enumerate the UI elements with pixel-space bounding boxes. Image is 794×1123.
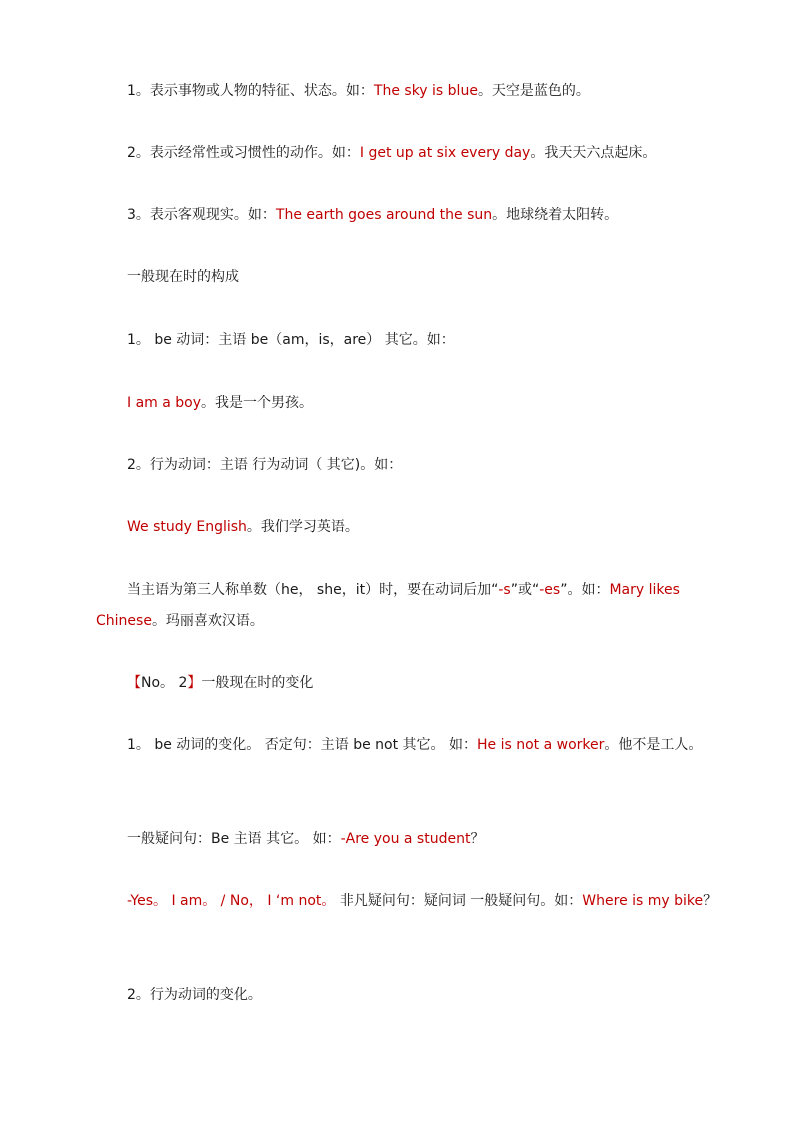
text-run: 一般现在时的变化 <box>201 675 314 691</box>
section-heading-no2 <box>96 668 718 699</box>
paragraph-general-question <box>96 824 718 855</box>
example-sentence: I am a boy <box>127 395 202 411</box>
bracket-open: 【 <box>127 675 141 691</box>
paragraph-usage-3 <box>96 200 718 231</box>
text-run: 1。 be 动词的变化。 否定句：主语 be not 其它。 如： <box>127 737 477 753</box>
paragraph-be-negative <box>96 730 718 761</box>
text-run: 。他不是工人。 <box>604 737 703 753</box>
bracket-close: 】 <box>187 675 202 691</box>
text-run: 1。表示事物或人物的特征、状态。如： <box>127 83 374 99</box>
text-run: 。我们学习英语。 <box>246 519 359 535</box>
text-run: 。地球绕着太阳转。 <box>492 207 619 223</box>
example-sentence: -Are you a student <box>340 831 471 847</box>
paragraph-third-person <box>96 575 718 637</box>
example-sentence: The earth goes around the sun <box>275 207 493 223</box>
paragraph-be-example <box>96 388 718 419</box>
example-sentence: He is not a worker <box>477 737 605 753</box>
text-run: No。 2 <box>141 675 188 691</box>
paragraph-be-verb <box>96 325 718 356</box>
example-sentence: I get up at six every day <box>359 145 531 161</box>
paragraph-special-question <box>96 886 718 917</box>
example-answer: -Yes。 I am。 / No， I ‘m not。 <box>127 893 336 909</box>
example-sentence: Where is my bike <box>582 893 704 909</box>
paragraph-action-example <box>96 512 718 543</box>
example-sentence: We study English <box>127 519 247 535</box>
text-run: 2。行为动词的变化。 <box>127 987 262 1003</box>
example-sentence: The sky is blue <box>373 83 478 99</box>
text-run: ？ <box>470 831 485 847</box>
text-run: 一般现在时的构成 <box>127 269 239 285</box>
text-run: 当主语为第三人称单数（he， she，it）时，要在动词后加“ <box>127 582 499 598</box>
text-run: 。我是一个男孩。 <box>201 395 314 411</box>
text-run: ”。如： <box>560 582 610 598</box>
text-run: ”或“ <box>510 582 540 598</box>
text-run: 2。表示经常性或习惯性的动作。如： <box>127 145 360 161</box>
example-sentence: Mary likes Chinese <box>96 582 680 629</box>
text-run: 。玛丽喜欢汉语。 <box>151 613 264 629</box>
paragraph-usage-1 <box>96 76 718 107</box>
text-run: 。天空是蓝色的。 <box>477 83 590 99</box>
text-run: 3。表示客观现实。如： <box>127 207 276 223</box>
section-heading-structure <box>96 262 718 293</box>
suffix-s: -s <box>498 582 511 598</box>
suffix-es: -es <box>539 582 561 598</box>
paragraph-action-verb <box>96 450 718 481</box>
paragraph-action-verb-change <box>96 980 718 1011</box>
text-run: 2。行为动词：主语 行为动词（ 其它)。如： <box>127 457 403 473</box>
text-run: 1。 be 动词：主语 be（am，is，are） 其它。如： <box>127 332 455 348</box>
text-run: ？ <box>703 893 718 909</box>
text-run: 。我天天六点起床。 <box>530 145 657 161</box>
paragraph-usage-2 <box>96 138 718 169</box>
text-run: 非凡疑问句：疑问词 一般疑问句。如： <box>335 893 583 909</box>
text-run: 一般疑问句：Be 主语 其它。 如： <box>127 831 341 847</box>
